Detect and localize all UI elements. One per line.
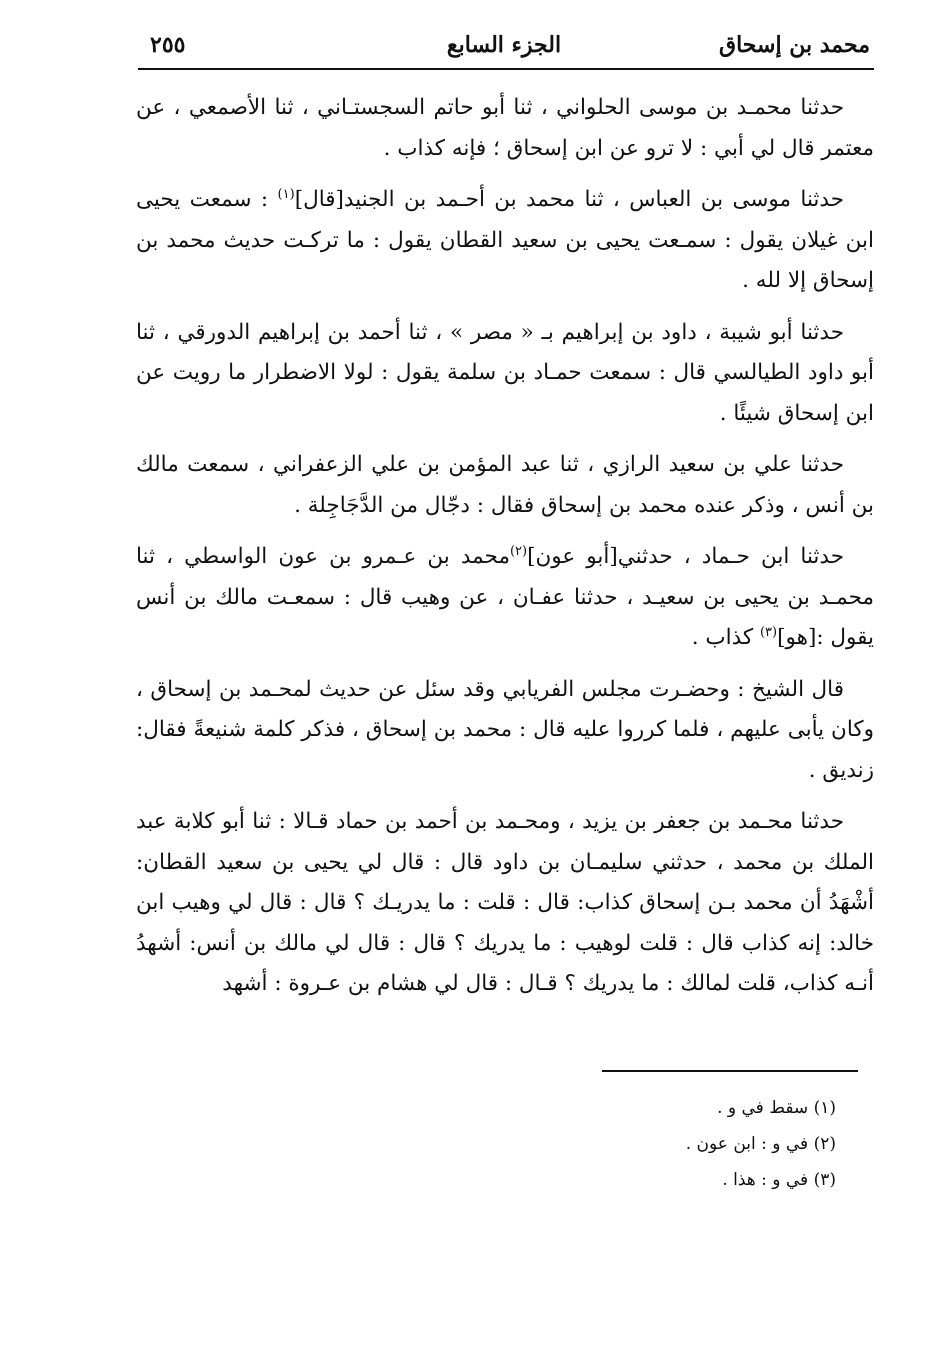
paragraph-text: : سمعت يحيى ابن غيلان يقول : سمـعت يحيى بن سعيد القطان يقول : ما تركـت حديث محمد بن إسحاق إلا لله . — [136, 187, 874, 293]
paragraph-text: حدثنا محمـد بن موسى الحلواني ، ثنا أبو حاتم السجستـاني ، ثنا الأصمعي ، عن معتمر قال لي أبي : لا ترو عن ابن إسحاق ؛ فإنه كذاب . — [136, 95, 874, 161]
paragraph — [136, 445, 874, 526]
footnote-rule — [602, 1070, 858, 1072]
paragraph — [136, 88, 874, 169]
paragraph — [136, 180, 874, 302]
footnote-ref: (٣) — [759, 624, 778, 640]
paragraph-text: حدثنا ابن حـماد ، حدثني[أبو عون] — [527, 544, 844, 569]
paragraph-text: قال الشيخ : وحضـرت مجلس الفريابي وقد سئل عن حديث لمحـمد بن إسحاق ، وكان يأبى عليهم ، فلما كرروا عليه قال : محمد بن إسحاق ، فذكر كلمة شنيعةً فقال: زنديق . — [136, 676, 874, 783]
paragraph — [136, 802, 874, 1005]
main-text — [136, 88, 874, 1005]
paragraph — [136, 313, 874, 435]
paragraph-text: حدثنا علي بن سعيد الرازي ، ثنا عبد المؤمن بن علي الزعفراني ، سمعت مالك بن أنس ، وذكر عنده محمد بن إسحاق فقال : دجّال من الدَّجَاجِلة . — [136, 452, 874, 518]
page-number: ٢٥٥ — [150, 32, 186, 58]
footnote: (٣) في و : هذا . — [722, 1170, 836, 1190]
paragraph-text: محمد بن عـمرو بن عون الواسطي ، ثنا محمـد بن يحيى بن سعيـد ، حدثنا عفـان ، عن وهيب قال : سمعـت مالك بن أنس يقول :[هو] — [136, 544, 874, 650]
running-head-author: محمد بن إسحاق — [719, 32, 870, 58]
footnote: (٢) في و : ابن عون . — [685, 1134, 836, 1154]
footnote-ref: (٢) — [509, 543, 528, 559]
page-header — [138, 30, 870, 66]
footnote: (١) سقط في و . — [717, 1098, 836, 1118]
header-rule — [138, 68, 874, 70]
paragraph-text: حدثنا محـمد بن جعفر بن يزيد ، ومحـمد بن أحمد بن حماد قـالا : ثنا أبو كلابة عبد الملك بن محمد ، حدثني سليمـان بن داود قال : قال لي يحيى بن سعيد القطان: أشْهَدُ أن محمد بـن إسحاق كذاب: قال : قلت : ما يدريـك ؟ قال : قال لي وهيب ابن خالد: إنه كذاب قال : قلت لوهيب : ما يدريك ؟ قال : قال لي مالك بن أنس: أشهدُ أنـه كذاب، قلت لمالك : ما يدريك ؟ قـال : قال لي هشام بن عـروة : أشهد — [136, 809, 874, 996]
paragraph — [136, 670, 874, 792]
footnote-ref: (١) — [277, 186, 295, 202]
paragraph-text: كذاب . — [691, 625, 760, 650]
paragraph — [136, 537, 874, 659]
paragraph-text: حدثنا موسى بن العباس ، ثنا محمد بن أحـمد بن الجنيد[قال] — [294, 187, 844, 212]
paragraph-text: حدثنا أبو شيبة ، داود بن إبراهيم بـ « مصر » ، ثنا أحمد بن إبراهيم الدورقي ، ثنا أبو داود الطيالسي قال : سمعت حمـاد بن سلمة يقول : لولا الاضطرار ما رويت عن ابن إسحاق شيئًا . — [136, 319, 874, 426]
footnotes — [136, 1090, 836, 1198]
running-head-volume: الجزء السابع — [446, 32, 562, 58]
